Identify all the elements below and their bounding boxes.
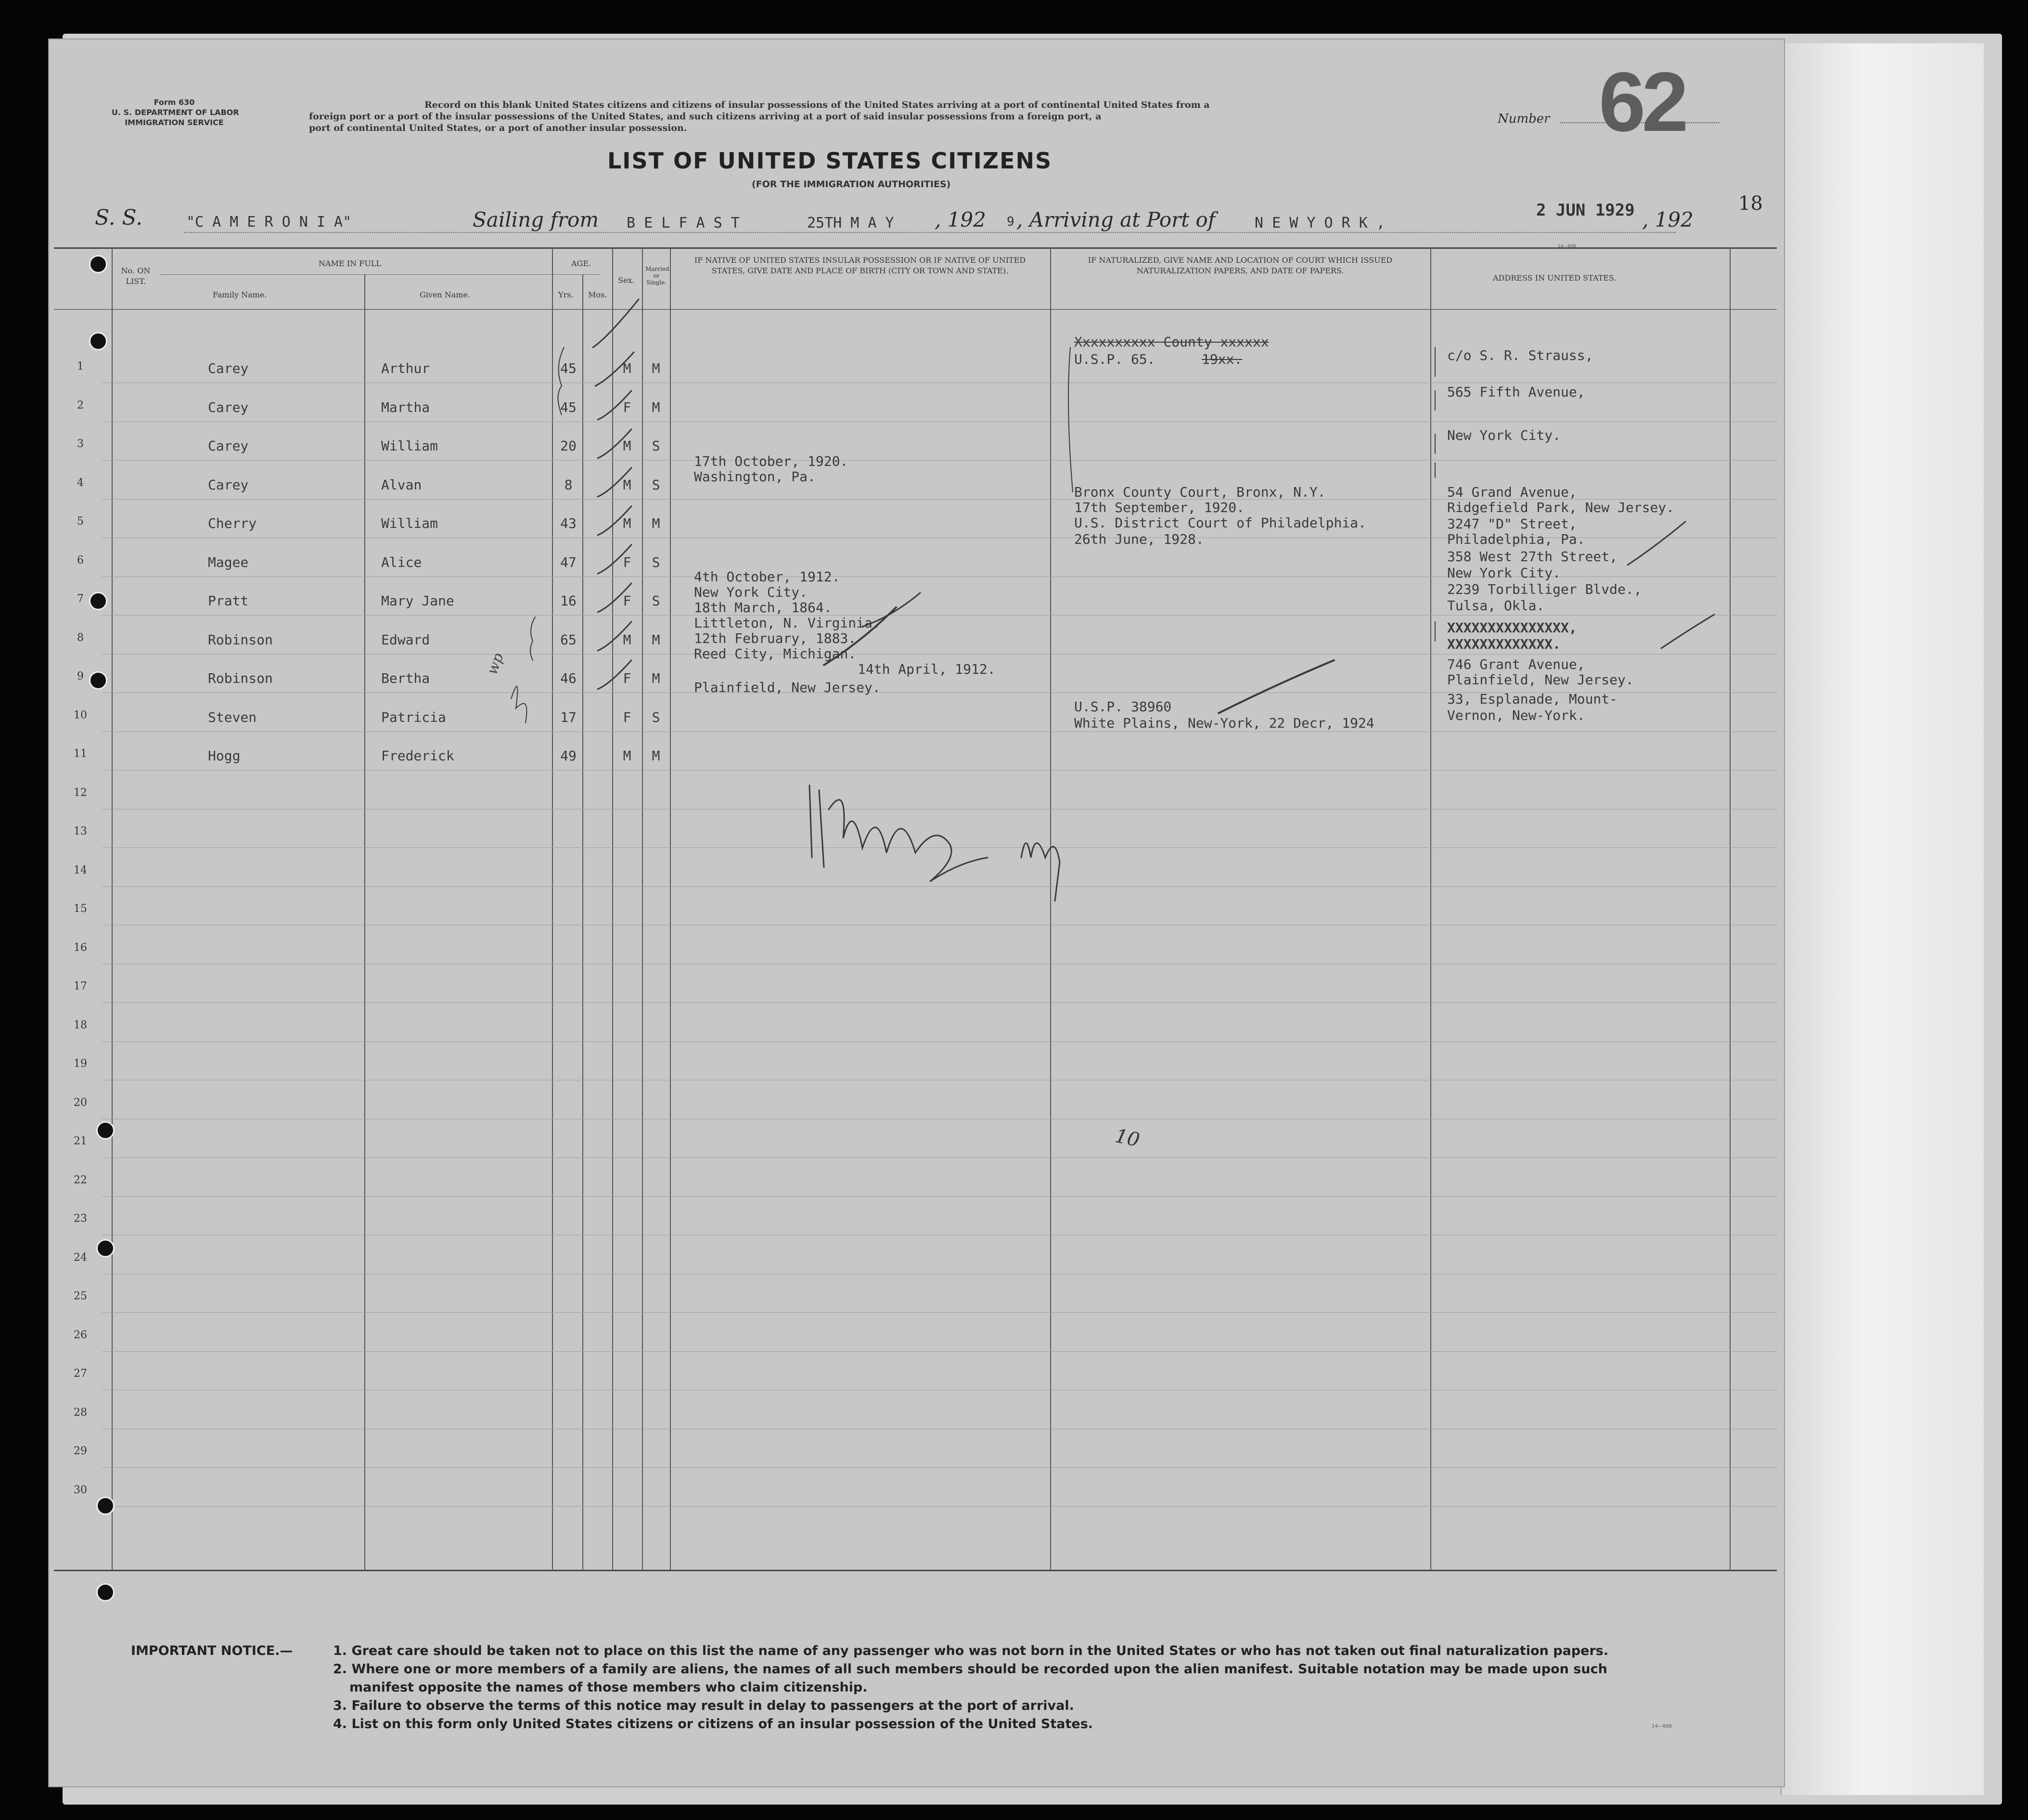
notice-item: 2. Where one or more members of a family are aliens, the names of all such members should be recorded upon the alien manifest. Suitable notation may be made upon such [333,1662,1607,1677]
notice-item: 1. Great care should be taken not to place on this list the name of any passenger who was not born in the United States or who has not taken out final naturalization papers. [333,1643,1609,1658]
header-name-in-full: NAME IN FULL [319,259,381,268]
row-number: 27 [74,1368,87,1380]
document-sheet [48,38,1785,1787]
family-name: Magee [208,554,249,570]
page-edge [1781,43,1984,1795]
family-name: Hogg [208,748,241,764]
address-entry: 746 Grant Avenue, [1447,656,1585,672]
age-years: 17 [560,709,577,725]
marital-status: S [652,554,660,570]
given-name: William [381,438,438,454]
instruction-line: foreign port or a port of the insular possessions of the United States, and such citizens arriving at a port of said insular possessions from a foreign port, a [309,111,1102,122]
given-name: Frederick [381,748,454,764]
row-number: 26 [74,1329,87,1341]
sex: F [623,670,631,686]
sex: M [623,438,631,454]
punch-hole [89,592,107,610]
address-entry: Plainfield, New Jersey. [1447,672,1634,688]
punch-hole [96,1583,115,1602]
row-number: 24 [74,1251,87,1264]
sex: F [623,593,631,609]
marital-status: S [652,709,660,725]
list-number: 62 [1599,55,1685,149]
notice-label: IMPORTANT NOTICE.— [131,1643,293,1658]
naturalization-entry: 19xx. [1202,351,1243,367]
row-number: 13 [74,825,87,837]
sex: F [623,554,631,570]
row-number: 21 [74,1135,87,1147]
sailing-label: Sailing from [473,208,599,231]
punch-hole [96,1239,115,1257]
birth-entry: New York City. [694,584,808,600]
header-yrs: Yrs. [558,290,574,299]
row-number: 29 [74,1445,87,1457]
given-name: Patricia [381,709,446,725]
row-number: 10 [74,709,87,721]
age-years: 47 [560,554,577,570]
address-entry: Vernon, New-York. [1447,707,1585,723]
address-entry: Philadelphia, Pa. [1447,531,1585,547]
address-entry: Tulsa, Okla. [1447,598,1545,614]
naturalization-entry: U.S. District Court of Philadelphia. [1074,515,1366,531]
family-name: Steven [208,709,257,725]
naturalization-entry: 26th June, 1928. [1074,531,1204,547]
given-name: Mary Jane [381,593,454,609]
address-entry: 565 Fifth Avenue, [1447,384,1585,400]
notice-item: manifest opposite the names of those members who claim citizenship. [349,1680,868,1695]
age-years: 46 [560,670,577,686]
birth-entry: Littleton, N. Virginia. [694,615,881,631]
sex: F [623,709,631,725]
row-number: 11 [74,748,87,760]
punch-hole [89,255,107,273]
department: U. S. DEPARTMENT OF LABOR [112,108,239,117]
row-number: 1 [77,360,84,372]
birth-entry: 18th March, 1864. [694,600,832,615]
ship-name: "C A M E R O N I A" [186,214,352,231]
given-name: Alvan [381,476,422,493]
marital-status: S [652,593,660,609]
age-years: 65 [560,631,577,648]
header-sex: Sex. [618,276,635,285]
address-entry: c/o S. R. Strauss, [1447,347,1593,363]
sex: M [623,360,631,376]
number-label: Number [1498,112,1550,126]
given-name: Arthur [381,360,430,376]
header-married-single: Married or Single. [645,266,669,286]
row-number: 16 [74,941,87,954]
age-years: 8 [564,476,573,493]
row-number: 23 [74,1213,87,1225]
arriving-port: N E W Y O R K , [1255,215,1385,231]
header-family-name: Family Name. [213,290,267,299]
given-name: William [381,515,438,531]
punch-hole [96,1121,115,1140]
age-years: 16 [560,593,577,609]
instruction-line: Record on this blank United States citizens and citizens of insular possessions of the United States arriving at a port of continental United States from a [424,100,1210,110]
address-entry: New York City. [1447,565,1561,581]
row-number: 19 [74,1058,87,1070]
row-number: 15 [74,903,87,915]
family-name: Robinson [208,631,273,648]
family-name: Carey [208,360,249,376]
ss-label: S. S. [95,205,143,230]
header-address: ADDRESS IN UNITED STATES. [1493,273,1617,282]
birth-entry: Reed City, Michigan. [694,646,857,662]
sex: F [623,399,631,415]
row-number: 9 [77,670,84,682]
form-code-top: 14—608 [1558,244,1576,249]
address-entry: 2239 Torbilliger Blvde., [1447,581,1642,597]
year-prefix-2: , 192 [1642,208,1694,231]
sex: M [623,515,631,531]
family-name: Robinson [208,670,273,686]
birth-entry: Washington, Pa. [694,469,816,485]
naturalization-entry: 17th September, 1920. [1074,500,1245,515]
initials: wp [484,651,507,677]
punch-hole [96,1497,115,1515]
given-name: Martha [381,399,430,415]
notice-item: 3. Failure to observe the terms of this notice may result in delay to passengers at the port of arrival. [333,1698,1074,1713]
header-mos: Mos. [588,290,607,299]
address-entry: XXXXXXXXXXXXX. [1447,636,1561,652]
marital-status: M [652,360,660,376]
naturalization-entry: Xxxxxxxxxx County xxxxxx [1074,334,1269,350]
given-name: Edward [381,631,430,648]
row-number: 3 [77,438,84,450]
margin-mark: 10 [1113,1125,1142,1152]
family-name: Carey [208,476,249,493]
row-number: 12 [74,786,87,799]
arrival-date-stamp: 2 JUN 1929 [1536,201,1635,220]
sex: M [623,476,631,493]
marital-status: M [652,748,660,764]
service: IMMIGRATION SERVICE [125,118,224,127]
page-subtitle: (FOR THE IMMIGRATION AUTHORITIES) [752,179,951,190]
address-entry: Ridgefield Park, New Jersey. [1447,500,1675,515]
row-number: 18 [74,1019,87,1031]
row-number: 2 [77,399,84,411]
notice-body [333,1642,1608,1733]
marital-status: M [652,515,660,531]
age-years: 45 [560,399,577,415]
birth-entry: 17th October, 1920. [694,453,848,469]
row-number: 30 [74,1484,87,1496]
handwritten-marks [49,39,1784,1786]
header-naturalized: IF NATURALIZED, GIVE NAME AND LOCATION OF COURT WHICH ISSUED NATURALIZATION PAPERS, AND DATE OF PAPERS. [1088,256,1393,275]
birth-entry: 12th February, 1883. [694,630,857,646]
family-name: Cherry [208,515,257,531]
address-entry: 54 Grand Avenue, [1447,484,1577,500]
sailing-from: B E L F A S T [627,215,740,231]
sex: M [623,631,631,648]
family-name: Carey [208,438,249,454]
address-entry: 33, Esplanade, Mount- [1447,691,1618,707]
age-years: 43 [560,515,577,531]
birth-entry: 14th April, 1912. [858,661,996,677]
form-code-bottom: 14—608 [1652,1724,1672,1729]
row-number: 17 [74,980,87,992]
sex: M [623,748,631,764]
row-number: 5 [77,515,84,527]
age-years: 20 [560,438,577,454]
header-birth: IF NATIVE OF UNITED STATES INSULAR POSSESSION OR IF NATIVE OF UNITED STATES, GIVE DATE AND PLACE OF BIRTH (CITY OR TOWN AND STATE). [694,256,1026,275]
side-number: 18 [1738,192,1763,215]
address-entry: New York City. [1447,427,1561,443]
header-no-on-list: No. ON LIST. [121,266,151,286]
row-number: 4 [77,476,84,489]
marital-status: M [652,399,660,415]
given-name: Alice [381,554,422,570]
form-number: Form 630 [154,98,195,107]
header-given-name: Given Name. [420,290,471,299]
page-title: LIST OF UNITED STATES CITIZENS [607,148,1053,174]
punch-hole [89,671,107,690]
row-number: 6 [77,554,84,566]
naturalization-entry: White Plains, New-York, 22 Decr, 1924 [1074,715,1374,731]
naturalization-entry: U.S.P. 38960 [1074,699,1172,715]
birth-entry: Plainfield, New Jersey. [694,679,881,695]
row-number: 25 [74,1290,87,1302]
year-prefix-1: , 192 [935,208,986,231]
punch-hole [89,332,107,350]
age-years: 49 [560,748,577,764]
row-number: 7 [77,593,84,605]
row-number: 8 [77,631,84,644]
row-number: 22 [74,1174,87,1186]
naturalization-entry: U.S.P. 65. [1074,351,1155,367]
arriving-label: , Arriving at Port of [1016,208,1216,231]
row-number: 20 [74,1096,87,1109]
notice-item: 4. List on this form only United States citizens or citizens of an insular possession of the United States. [333,1717,1093,1731]
naturalization-entry: Bronx County Court, Bronx, N.Y. [1074,484,1326,500]
marital-status: M [652,631,660,648]
header-age: AGE. [571,259,591,268]
marital-status: S [652,438,660,454]
given-name: Bertha [381,670,430,686]
address-entry: XXXXXXXXXXXXXXX, [1447,620,1577,636]
year-suffix-1: 9 [1007,215,1014,229]
sailing-date: 25TH M A Y [807,215,894,231]
family-name: Carey [208,399,249,415]
row-number: 14 [74,864,87,876]
marital-status: M [652,670,660,686]
birth-entry: 4th October, 1912. [694,569,840,585]
instruction-line: port of continental United States, or a port of another insular possession. [309,123,687,133]
address-entry: 3247 "D" Street, [1447,516,1577,532]
family-name: Pratt [208,593,249,609]
age-years: 45 [560,360,577,376]
marital-status: S [652,476,660,493]
address-entry: 358 West 27th Street, [1447,549,1618,564]
row-number: 28 [74,1406,87,1419]
